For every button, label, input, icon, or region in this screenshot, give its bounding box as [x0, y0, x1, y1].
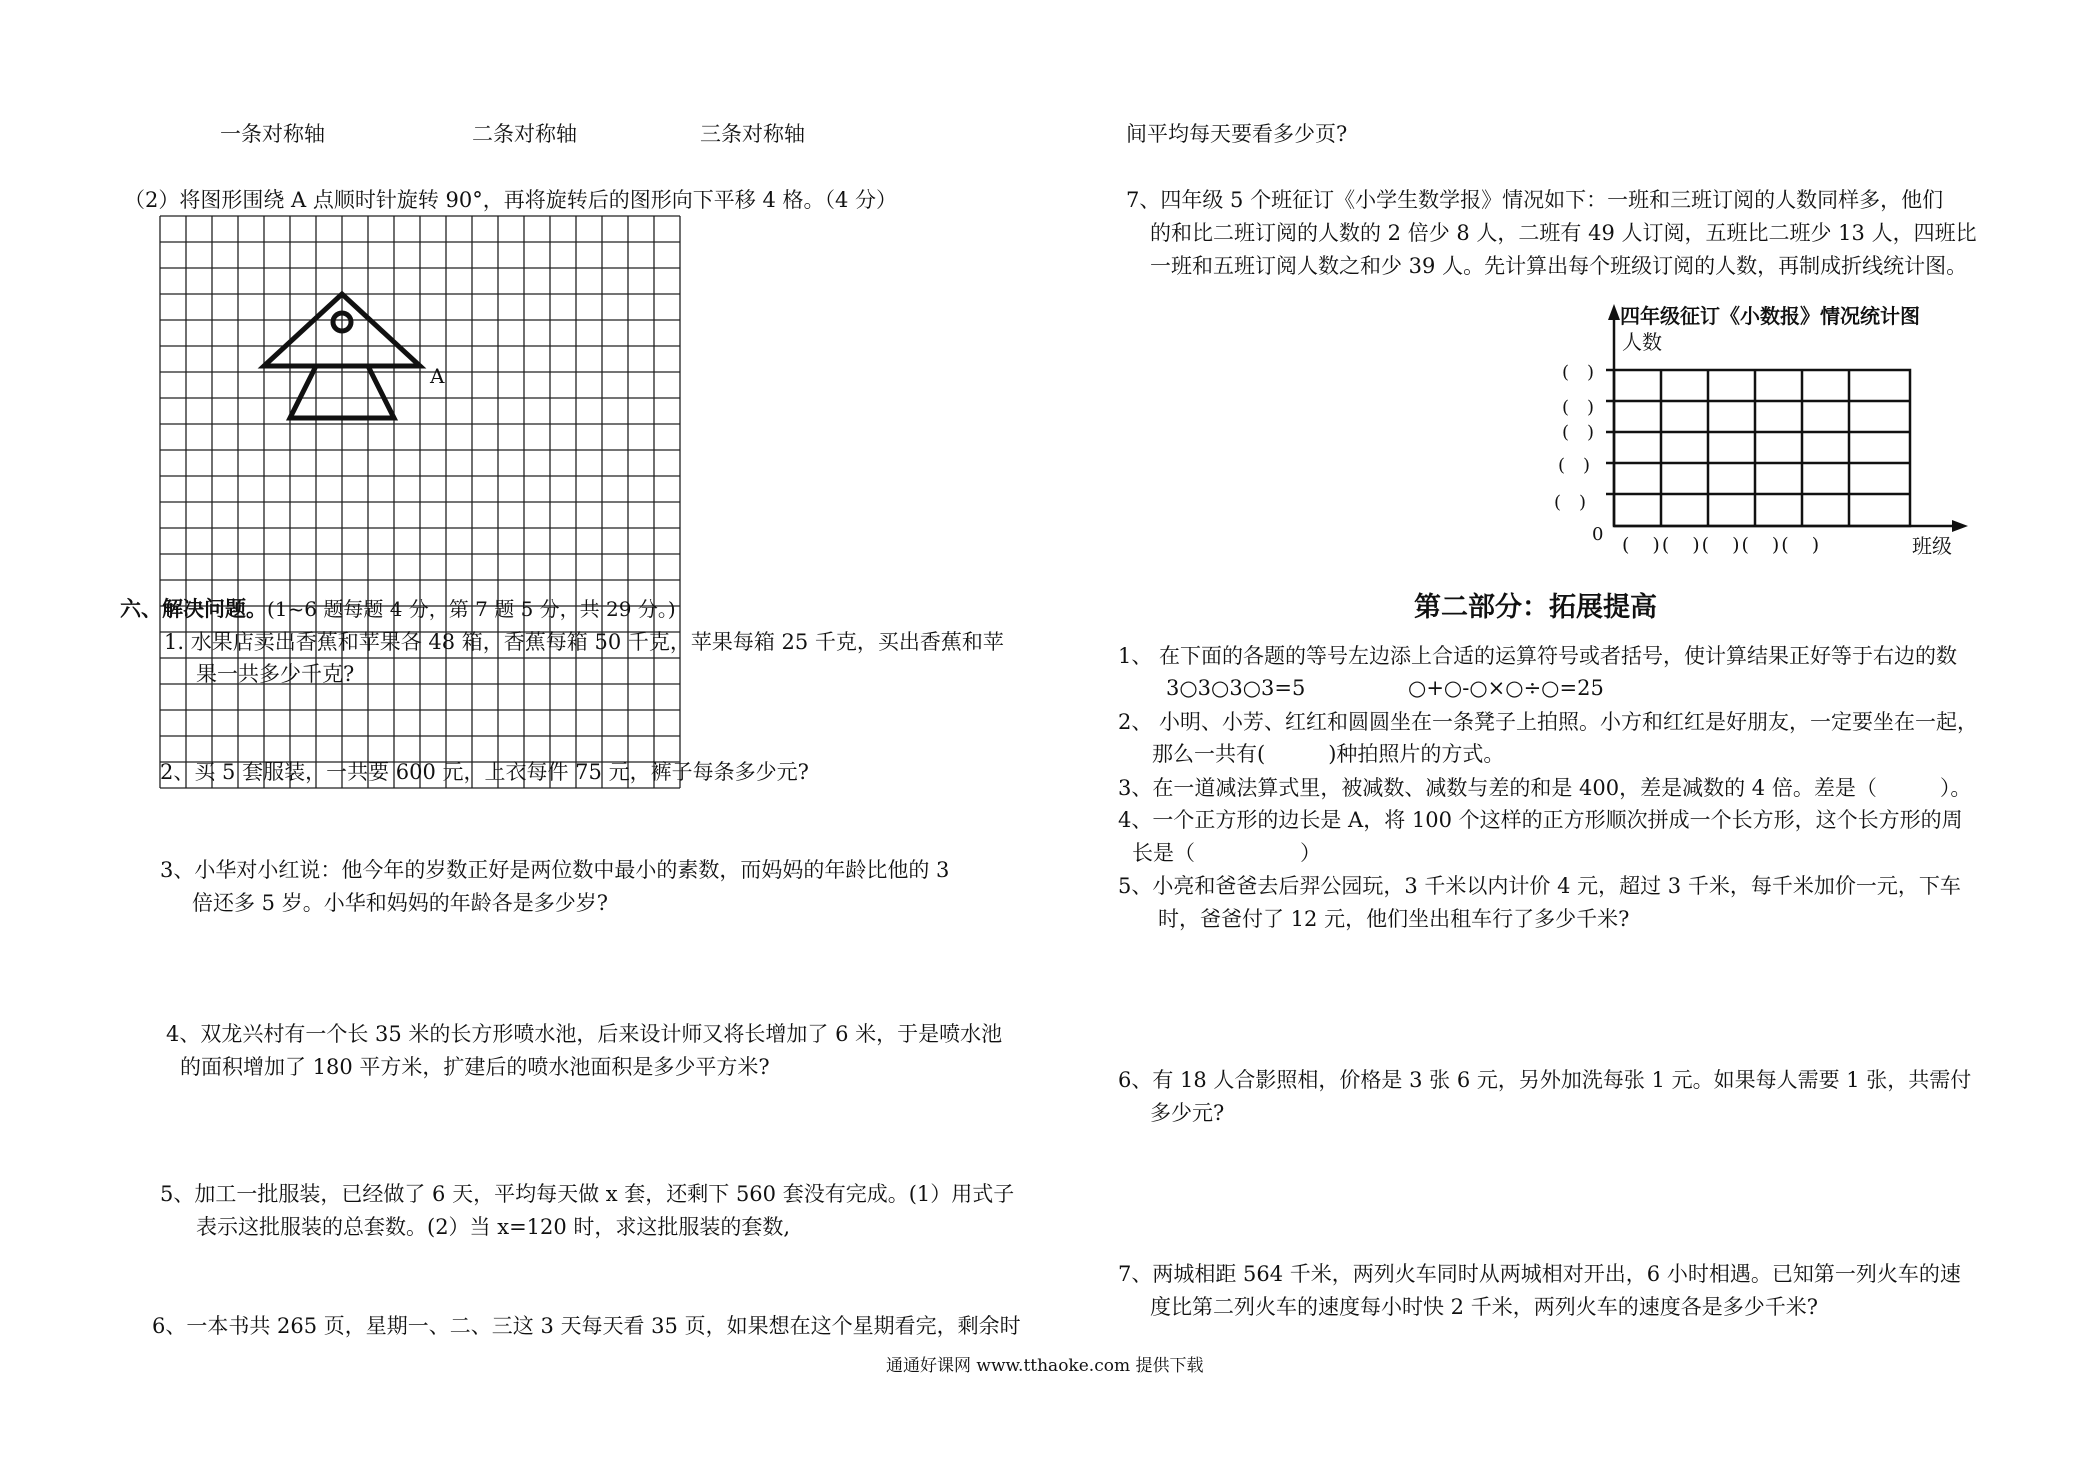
chart-xlabel: 班级 — [1912, 534, 1952, 558]
q7-line1: 7、四年级 5 个班征订《小学生数学报》情况如下：一班和三班订阅的人数同样多，他们 — [1126, 188, 1944, 212]
p6-line1: 6、有 18 人合影照相，价格是 3 张 6 元，另外加洗每张 1 元。如果每人需要 1 张，共需付 — [1118, 1068, 1972, 1092]
p7-line2: 度比第二列火车的速度每小时快 2 千米，两列火车的速度各是多少千米? — [1150, 1295, 1818, 1319]
chart-grid-frame — [1614, 370, 1910, 526]
q4-line2: 的面积增加了 180 平方米，扩建后的喷水池面积是多少平方米? — [180, 1055, 770, 1079]
p2-line2: 那么一共有( )种拍照片的方式。 — [1152, 742, 1505, 766]
p5-line2: 时，爸爸付了 12 元，他们坐出租车行了多少千米? — [1158, 907, 1630, 931]
q6-continuation: 间平均每天要看多少页? — [1126, 122, 1348, 146]
chart-y-tick-label: ( ) — [1554, 492, 1587, 513]
axis-label-1: 一条对称轴 — [220, 122, 325, 146]
p6-line2: 多少元? — [1150, 1101, 1225, 1125]
p5-line1: 5、小亮和爸爸去后羿公园玩，3 千米以内计价 4 元，超过 3 千米，每千米加价一元，下车 — [1118, 874, 1961, 898]
p4-line2: 长是（ ） — [1132, 841, 1321, 865]
part2-title: 第二部分：拓展提高 — [1414, 592, 1657, 623]
p4-line1: 4、一个正方形的边长是 A，将 100 个这样的正方形顺次拼成一个长方形，这个长方形的周 — [1118, 808, 1963, 832]
q5-line2: 表示这批服装的总套数。(2）当 x=120 时，求这批服装的套数, — [196, 1215, 791, 1239]
p1-eq1: 3○3○3○3=5 — [1166, 676, 1306, 700]
q7-line2: 的和比二班订阅的人数的 2 倍少 8 人，二班有 49 人订阅，五班比二班少 13 人，四班比 — [1150, 221, 1977, 245]
chart-ylabel: 人数 — [1622, 330, 1662, 354]
q7-line3: 一班和五班订阅人数之和少 39 人。先计算出每个班级订阅的人数，再制成折线统计图。 — [1150, 254, 1968, 278]
p1-eq2: ○+○-○×○÷○=25 — [1408, 676, 1604, 700]
rotation-question: （2）将图形围绕 A 点顺时针旋转 90°，再将旋转后的图形向下平移 4 格。（4 分） — [124, 188, 898, 212]
q3-line2: 倍还多 5 岁。小华和妈妈的年龄各是多少岁? — [192, 891, 608, 915]
q2-line: 2、买 5 套服装，一共要 600 元，上衣每件 75 元，裤子每条多少元? — [160, 760, 809, 784]
chart-y-tick-label: ( ) — [1562, 362, 1595, 383]
x-axis-arrow — [1952, 520, 1968, 532]
chart-y-tick-label: ( ) — [1558, 455, 1591, 476]
chart-origin-label: 0 — [1592, 524, 1604, 545]
p1-line1: 1、 在下面的各题的等号左边添上合适的运算符号或者括号，使计算结果正好等于右边的数 — [1118, 644, 1958, 668]
y-axis-arrow — [1608, 304, 1620, 320]
q6-line1: 6、一本书共 265 页，星期一、二、三这 3 天每天看 35 页，如果想在这个星期看完，剩余时 — [152, 1314, 1021, 1338]
p7-line1: 7、两城相距 564 千米，两列火车同时从两城相对开出，6 小时相遇。已知第一列火车的速 — [1118, 1262, 1961, 1286]
chart-grid — [1614, 370, 1910, 526]
chart-y-tick-label: ( ) — [1562, 397, 1595, 418]
chart-title: 四年级征订《小数报》情况统计图 — [1620, 304, 1920, 328]
section6-title: 六、解决问题。 — [120, 596, 267, 621]
axis-label-2: 二条对称轴 — [472, 122, 577, 146]
p3-line: 3、在一道减法算式里，被减数、减数与差的和是 400，差是减数的 4 倍。差是（ ）。 — [1118, 776, 1972, 800]
section6-note: (1~6 题每题 4 分，第 7 题 5 分，共 29 分。) — [267, 597, 676, 621]
q3-line1: 3、小华对小红说：他今年的岁数正好是两位数中最小的素数，而妈妈的年龄比他的 3 — [160, 858, 950, 882]
q4-line1: 4、双龙兴村有一个长 35 米的长方形喷水池，后来设计师又将长增加了 6 米，于是喷水池 — [166, 1022, 1003, 1046]
q5-line1: 5、加工一批服装，已经做了 6 天，平均每天做 x 套，还剩下 560 套没有完成。(1）用式子 — [160, 1182, 1015, 1206]
chart-x-tick-labels: ( )( )( )( )( ) — [1622, 534, 1822, 556]
q1-line1: 1. 水果店卖出香蕉和苹果各 48 箱，香蕉每箱 50 千克，苹果每箱 25 千克，买出香蕉和苹 — [164, 630, 1004, 654]
q1-line2: 果一共多少千克? — [196, 662, 355, 686]
chart-y-tick-label: ( ) — [1562, 422, 1595, 443]
footer: 通通好课网 www.tthaoke.com 提供下载 — [886, 1356, 1204, 1376]
p2-line1: 2、 小明、小芳、红红和圆圆坐在一条凳子上拍照。小方和红红是好朋友，一定要坐在一起， — [1118, 710, 1979, 734]
point-a-label: A — [430, 364, 445, 388]
axis-label-3: 三条对称轴 — [700, 122, 805, 146]
